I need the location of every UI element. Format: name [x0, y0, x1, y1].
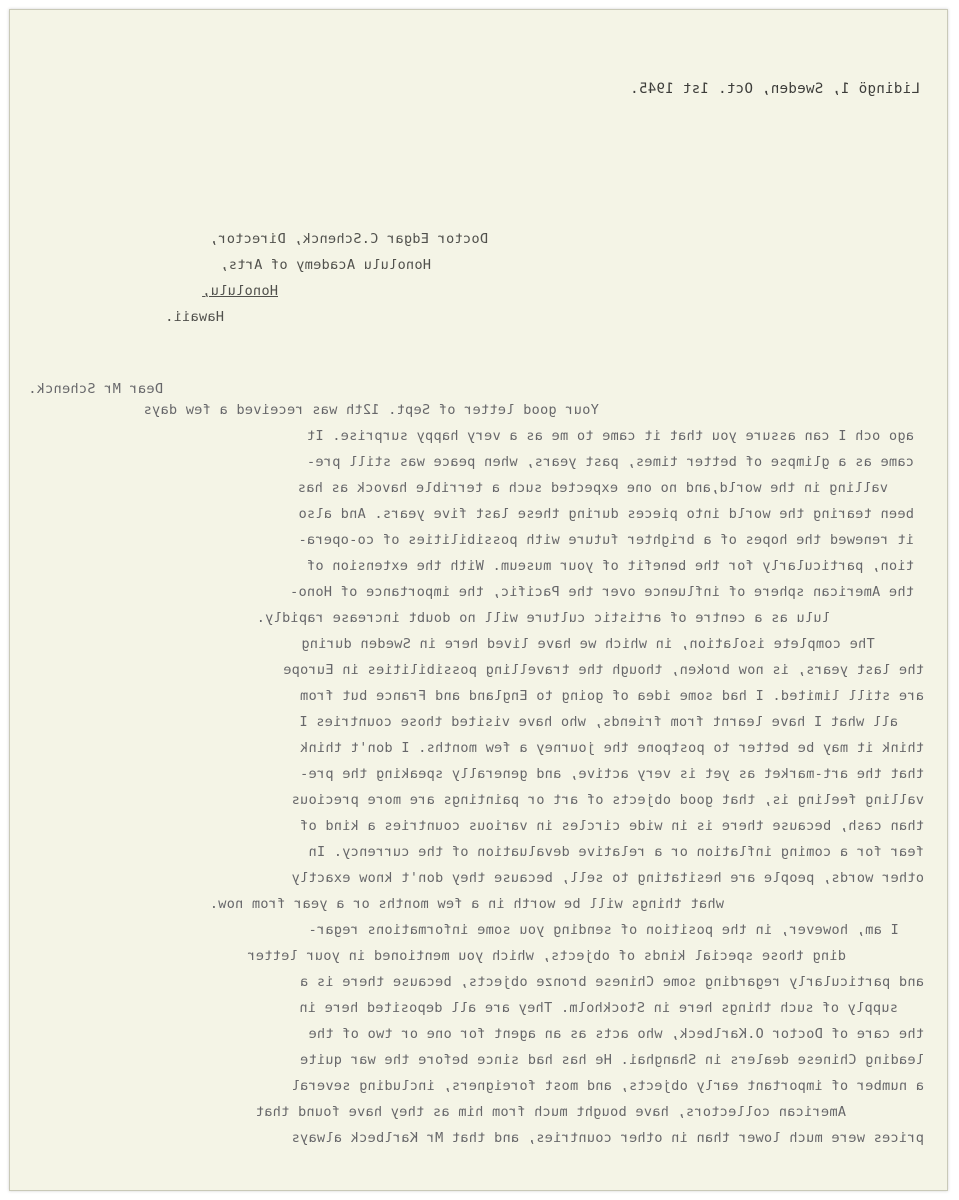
body-line: all what I have learnt from friends, who have visited those countries I [299, 714, 898, 730]
body-line: been tearing the world into pieces during these last five years. And also [298, 506, 914, 522]
salutation: Dear Mr Schenck. [28, 381, 163, 397]
body-line: it renewed the hopes of a brighter future with possibilities of co-opera- [298, 532, 914, 548]
body-line: tion, particularly for the benefit of your museum. With the extension of [306, 558, 914, 574]
body-line: the last years, is now broken, though the travelling possibilities in Europe [283, 662, 924, 678]
recipient-city-line: Honolulu, [202, 283, 278, 299]
body-line: a number of important early objects, and most foreigners, including several [291, 1078, 924, 1094]
body-line: what things will be worth in a few months or a year from now. [209, 896, 724, 912]
body-line: I am, however, in the position of sending you some informations regar- [308, 922, 924, 938]
body-line: ago och I can assure you that it came to me as a very happy surprise. It [306, 428, 914, 444]
body-line: came as a glimpse of better times, past years, when peace was still pre- [306, 454, 914, 470]
recipient-name-line: Doctor Edgar C.Schenck, Director, [209, 231, 488, 247]
body-line: leading Chinese dealers in Shanghai. He has had since before the war quite [299, 1052, 924, 1068]
body-line: other words, people are hesitating to sell, because they don't know exactly [291, 870, 924, 886]
body-line: than cash, because there is in wide circles in various countries a kind of [299, 818, 924, 834]
body-line: supply of such things here in Stockholm. They are all deposited here in [299, 1000, 898, 1016]
body-line: valling in the world,and no one expected such a terrible havock as has [297, 480, 888, 496]
body-line: ding those special kinds of objects, which you mentioned in your letter [247, 948, 846, 964]
recipient-institution-line: Honolulu Academy of Arts, [220, 257, 431, 273]
body-line: valling feeling is, that good objects of art or paintings are more precious [291, 792, 924, 808]
body-line: lulu as a centre of artistic culture will no doubt increase rapidly. [256, 610, 830, 626]
letter-page [9, 9, 948, 1191]
body-line: think it may be better to postpone the journey a few months. I don't think [299, 740, 924, 756]
body-line: fear for a coming inflation or a relative devaluation of the currency. In [308, 844, 924, 860]
body-line: The complete isolation, in which we have lived here in Sweden during [301, 636, 900, 652]
body-line: the American sphere of influence over the Pacific, the importance of Hono- [289, 584, 914, 600]
body-line: Your good letter of Sept. 12th was received a few days [143, 402, 641, 418]
body-line: and particularly regarding some Chinese bronze objects, because there is a [299, 974, 924, 990]
body-line: the care of Doctor O.Karlbeck, who acts as an agent for one or two of the [308, 1026, 924, 1042]
mirrored-typed-letter [10, 10, 947, 1190]
body-line: are still limited. I had some idea of going to England and France but from [299, 688, 924, 704]
body-line: that the art-market as yet is very active, and generally speaking the pre- [299, 766, 924, 782]
dateline: Lidingö 1, Sweden, Oct. 1st 1945. [629, 81, 920, 97]
recipient-country-line: Hawaii. [164, 309, 224, 325]
body-line: prices were much lower than in other countries, and that Mr Karlbeck always [291, 1130, 924, 1146]
body-line: American collectors, have bought much from him as they have found that [255, 1104, 846, 1120]
